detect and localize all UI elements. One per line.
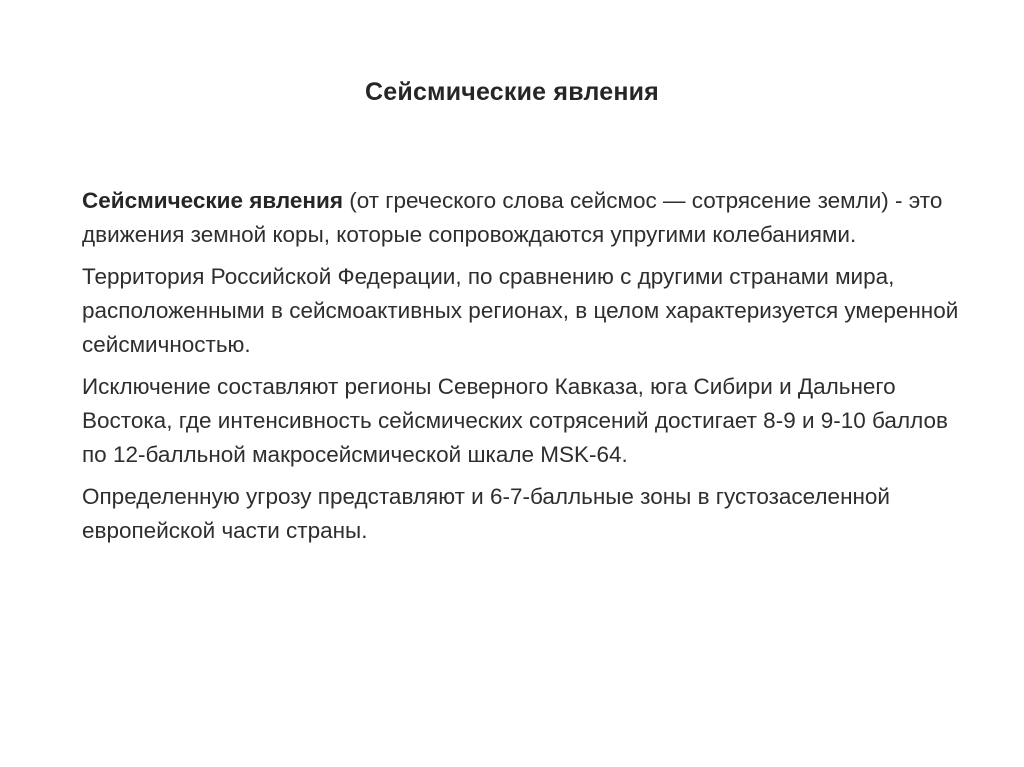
paragraph-threat-zones: Определенную угрозу представляют и 6-7-балльные зоны в густозаселенной европейской части страны. [82, 484, 891, 543]
slide-body [82, 184, 962, 556]
paragraph-definition [82, 184, 962, 252]
paragraph-russia-territory: Территория Российской Федерации, по сравнению с другими странами мира, расположенными в сейсмоактивных регионах, в целом характеризуется умеренной сейсмичностью. [82, 264, 959, 357]
paragraph-exception-regions: Исключение составляют регионы Северного Кавказа, юга Сибири и Дальнего Востока, где интенсивность сейсмических сотрясений достигает 8-9 и 9-10 баллов по 12-балльной макросейсмической шкале MSK-64. [82, 374, 948, 467]
definition-term: Сейсмические явления [82, 188, 343, 213]
slide-title: Сейсмические явления [365, 78, 659, 106]
definition-text: (от греческого слова сейсмос — сотрясение земли) - это движения земной коры, которые сопровождаются упругими колебаниями. [82, 188, 943, 247]
